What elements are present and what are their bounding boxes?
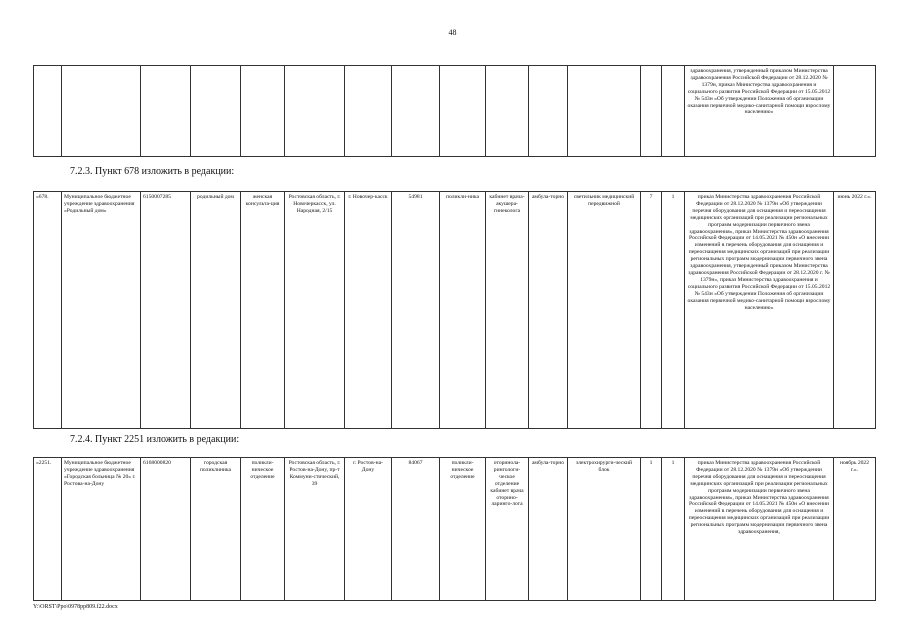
cell-type: родильный дом	[191, 192, 241, 429]
cell-deadline: ноябрь 2022 г.».	[834, 458, 876, 601]
footer-file-path: Y:\ORST\Ppo\0978pp809.f22.docx	[33, 604, 118, 610]
cell-department: поликли-ническое отделение	[440, 458, 486, 601]
cell-empty	[285, 66, 345, 157]
table-row	[34, 192, 876, 429]
cell-number: «678.	[34, 192, 62, 429]
cell-empty	[568, 66, 641, 157]
cell-deadline	[834, 66, 876, 157]
cell-empty	[662, 66, 685, 157]
cell-empty	[486, 66, 529, 157]
table-row	[34, 458, 876, 601]
cell-empty	[529, 66, 568, 157]
cell-inn: 6150007285	[141, 192, 191, 429]
cell-quantity-2: 1	[662, 458, 685, 601]
cell-deadline: июнь 2022 г.».	[834, 192, 876, 429]
cell-room: оторинола-рингологи-ческое отделение кабинет врача оторино-ларинго-лога	[486, 458, 529, 601]
cell-care-form: амбула-торно	[529, 192, 568, 429]
cell-address: Ростовская область, г. Ростов-на-Дону, пр-т Коммуни-стический, 39	[285, 458, 345, 601]
cell-quantity-1: 7	[641, 192, 662, 429]
cell-inn: 6168000820	[141, 458, 191, 601]
section-heading-2251: 7.2.4. Пункт 2251 изложить в редакции:	[70, 434, 240, 445]
cell-population: 84067	[392, 458, 440, 601]
section-heading-678: 7.2.3. Пункт 678 изложить в редакции:	[70, 166, 235, 177]
table-row-678	[33, 191, 876, 429]
cell-unit: поликли-ническое отделение	[241, 458, 285, 601]
cell-quantity-2: 1	[662, 192, 685, 429]
cell-quantity-1: 1	[641, 458, 662, 601]
cell-type: городская поликлиника	[191, 458, 241, 601]
cell-empty	[34, 66, 62, 157]
cell-organization: Муниципальное бюджетное учреждение здравоохранения «Родильный дом»	[62, 192, 141, 429]
cell-equipment: светильник медицинский передвижной	[568, 192, 641, 429]
table-row-2251	[33, 457, 876, 601]
cell-empty	[440, 66, 486, 157]
cell-empty	[392, 66, 440, 157]
cell-equipment: электрохирурги-ческий блок	[568, 458, 641, 601]
cell-legal-basis: приказ Министерства здравоохранения Российской Федерации от 28.12.2020 № 1379н «Об утверждении перечня оборудования для оснащения и переоснащения медицинских организаций при реализации региональных программ модернизации первичного звена здравоохранения», приказ Министерства здравоохранения Российской Федерации от 14.05.2021 № 450н «О внесении изменений в перечень оборудования для оснащения и переоснащения медицинских организаций при реализации региональных программ модернизации первичного звена здравоохранения,	[685, 458, 834, 601]
cell-department: поликли-ника	[440, 192, 486, 429]
cell-population: 54981	[392, 192, 440, 429]
cell-settlement: г. Ростов-на-Дону	[345, 458, 392, 601]
cell-empty	[141, 66, 191, 157]
table-continuation	[33, 65, 876, 157]
cell-room: кабинет врача-акушера-гинеколога	[486, 192, 529, 429]
cell-empty	[345, 66, 392, 157]
cell-legal-basis: приказ Министерства здравоохранения Российской Федерации от 28.12.2020 № 1379н «Об утверждении перечня оборудования для оснащения и переоснащения медицинских организаций при реализации региональных программ модернизации первичного звена здравоохранения», приказ Министерства здравоохранения Российской Федерации от 14.05.2021 № 450н «О внесении изменений в перечень оборудования для оснащения и переоснащения медицинских организаций при реализации региональных программ модернизации первичного звена здравоохранения, утвержденный приказом Министерства здравоохранения Российской Федерации от 28.12.2020 г. № 1379н», приказ Министерства здравоохранения и социального развития Российской Федерации от 15.05.2012 № 543н «Об утверждении Положения об организации оказания первичной медико-санитарной помощи взрослому населению»	[685, 192, 834, 429]
cell-empty	[641, 66, 662, 157]
cell-legal-basis: здравоохранения, утвержденный приказом Министерства здравоохранения Российской Федерации от 28.12.2020 № 1379н, приказ Министерства здравоохранения и социального развития Российской Федерации от 15.05.2012 № 543н «Об утверждении Положения об организации оказания первичной медико-санитарной помощи взрослому населению»	[685, 66, 834, 157]
page-number: 48	[448, 28, 457, 37]
cell-empty	[191, 66, 241, 157]
cell-organization: Муниципальное бюджетное учреждение здравоохранения «Городская больница № 20» г. Ростова-на-Дону	[62, 458, 141, 601]
cell-unit: женская консульта-ция	[241, 192, 285, 429]
cell-empty	[241, 66, 285, 157]
cell-empty	[62, 66, 141, 157]
table-row	[34, 66, 876, 157]
cell-settlement: г. Новочер-касск	[345, 192, 392, 429]
cell-number: «2251.	[34, 458, 62, 601]
cell-address: Ростовская область, г. Новочеркасск, ул. Народная, 2/15	[285, 192, 345, 429]
cell-care-form: амбула-торно	[529, 458, 568, 601]
